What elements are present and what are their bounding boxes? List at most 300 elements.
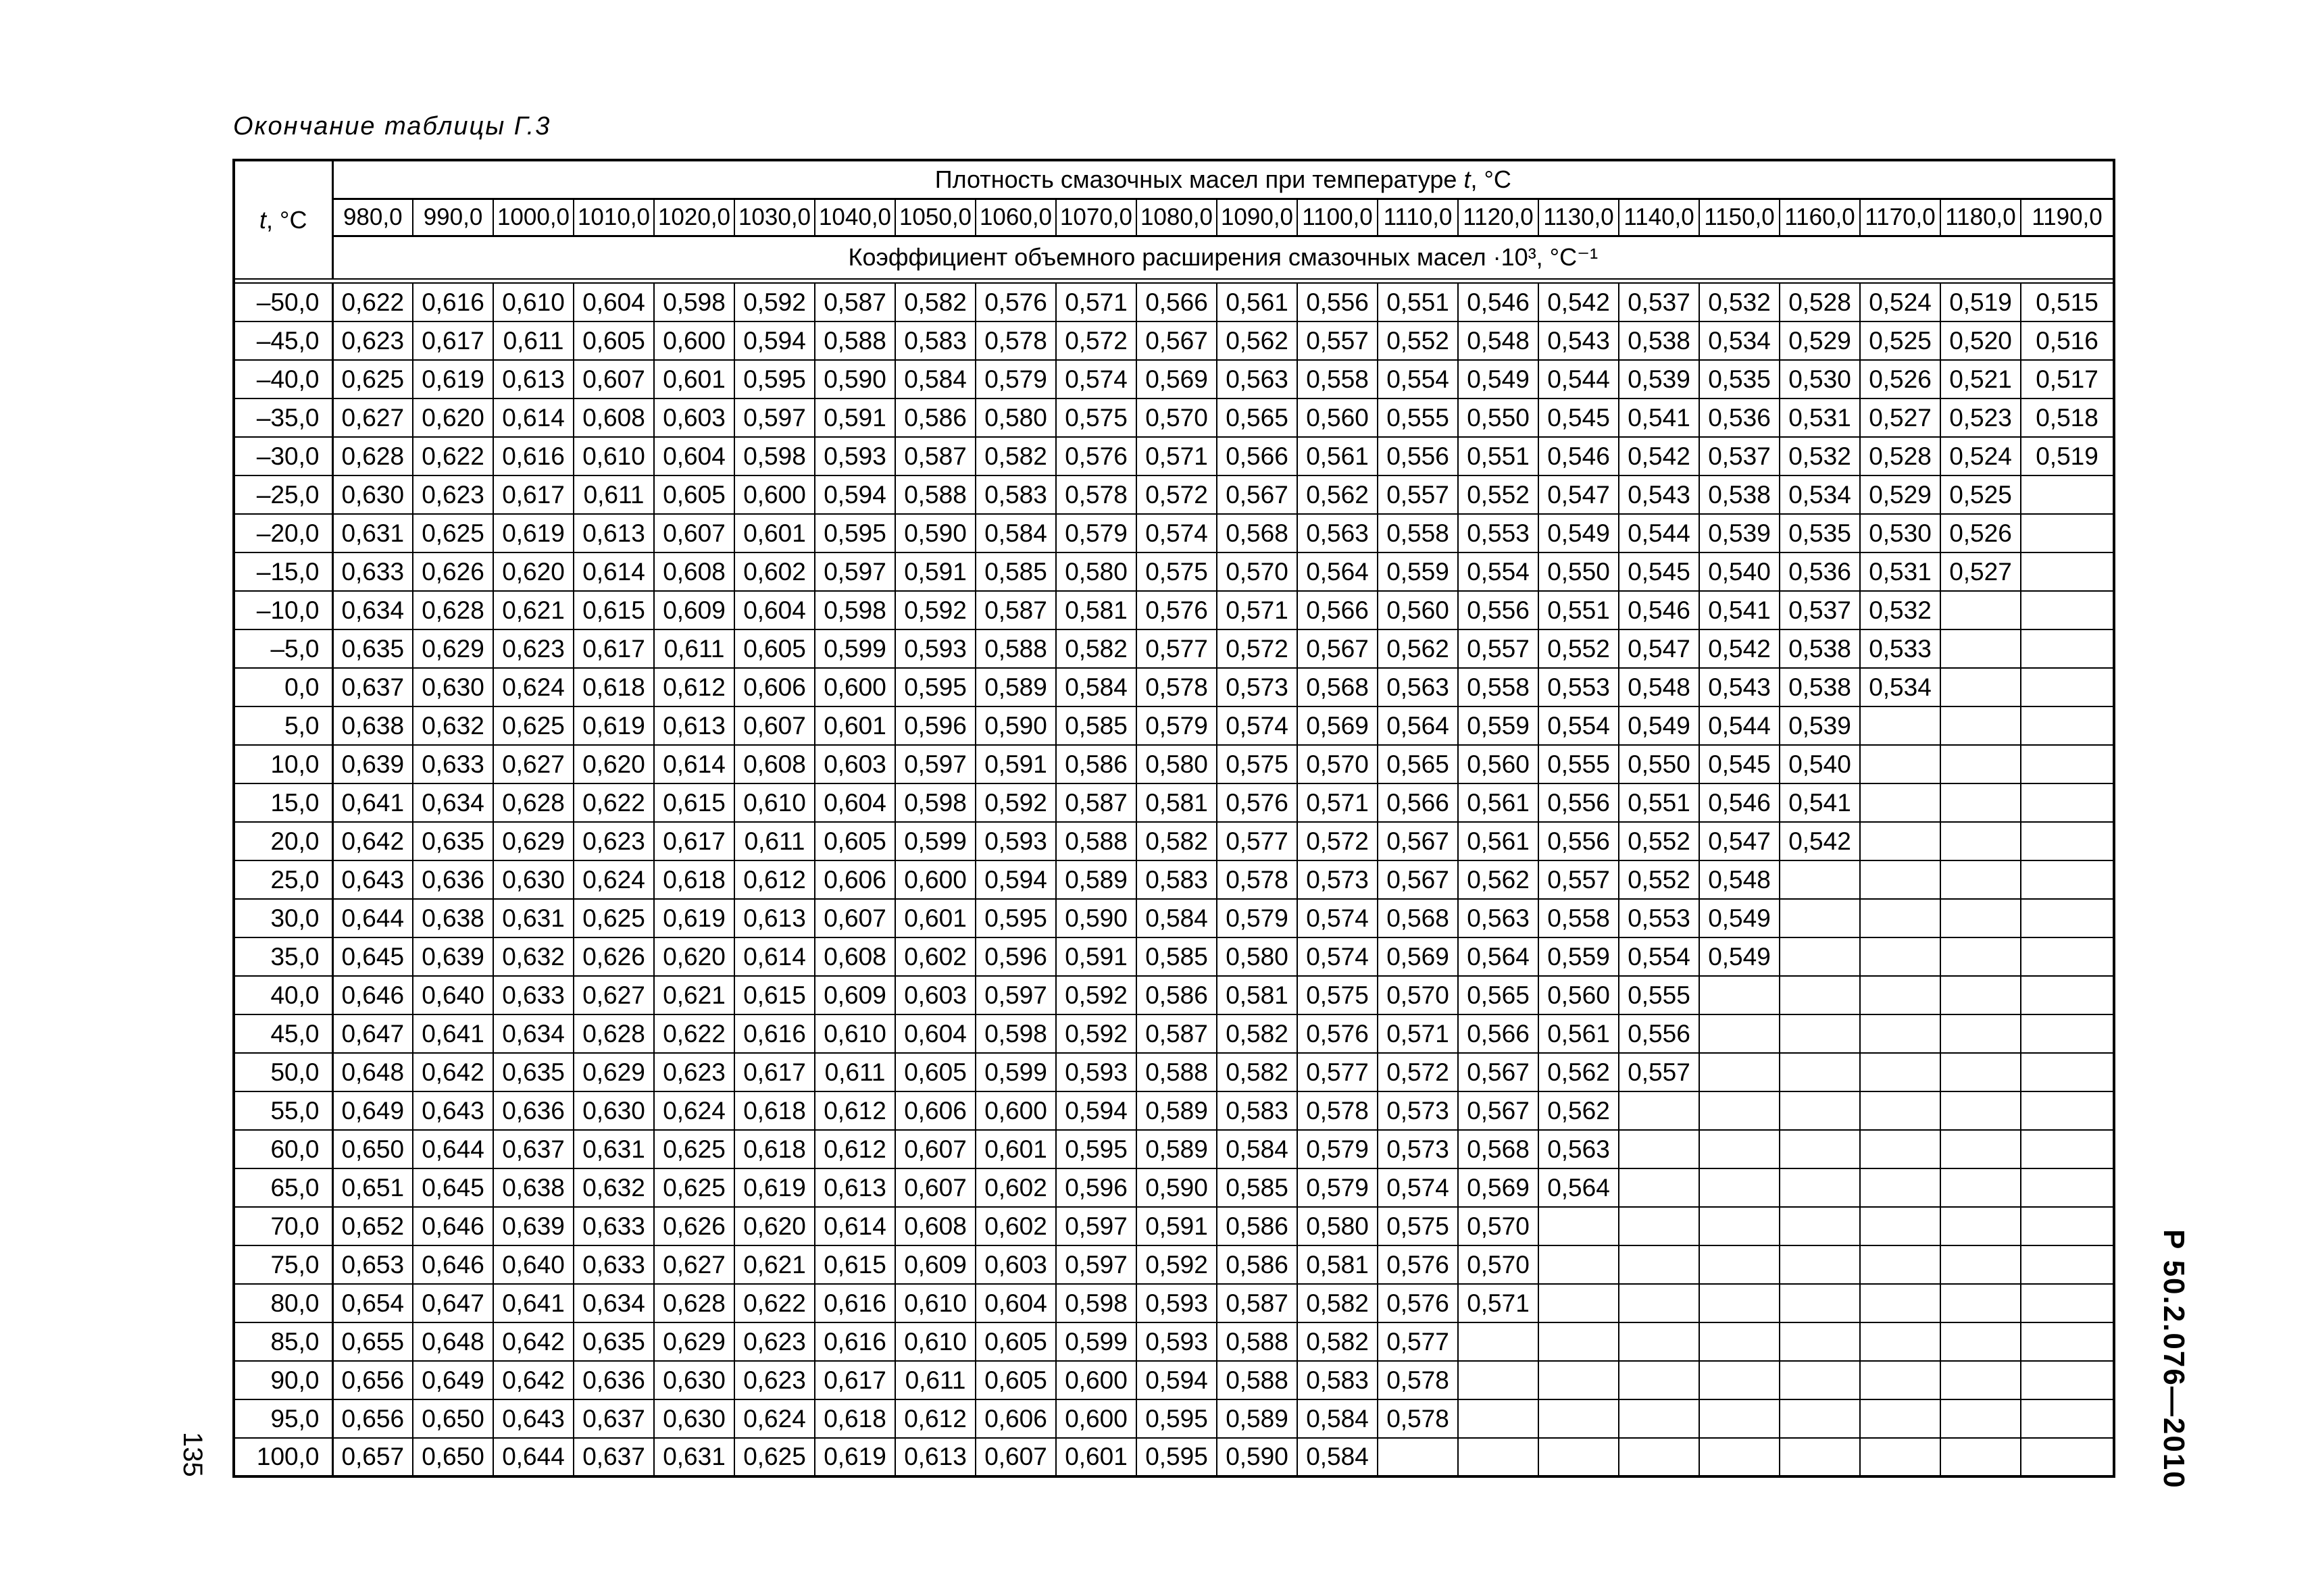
density-cell: 0,566 [1217, 437, 1297, 475]
row-temperature: 75,0 [234, 1245, 332, 1284]
density-table-body [234, 283, 2114, 1476]
density-cell: 0,559 [1538, 937, 1619, 976]
row-temperature: 30,0 [234, 899, 332, 937]
density-cell [1860, 1091, 1940, 1130]
table-row [234, 1399, 2114, 1438]
density-cell: 0,546 [1619, 591, 1699, 629]
density-cell [1619, 1399, 1699, 1438]
table-row [234, 629, 2114, 668]
density-cell: 0,600 [654, 321, 734, 360]
density-cell: 0,643 [493, 1399, 574, 1438]
table-row [234, 1091, 2114, 1130]
density-cell: 0,599 [895, 822, 976, 860]
density-cell: 0,587 [895, 437, 976, 475]
density-cell: 0,631 [332, 514, 413, 552]
density-cell [1780, 1361, 1860, 1399]
density-cell: 0,611 [734, 822, 815, 860]
density-cell: 0,628 [493, 783, 574, 822]
density-cell: 0,569 [1297, 706, 1378, 745]
density-cell [1458, 1322, 1538, 1361]
density-cell: 0,574 [1217, 706, 1297, 745]
density-cell: 0,570 [1378, 976, 1458, 1014]
table-row [234, 1168, 2114, 1207]
density-cell: 0,546 [1538, 437, 1619, 475]
density-cell [2021, 706, 2114, 745]
density-cell: 0,517 [2021, 360, 2114, 398]
density-cell: 0,636 [413, 860, 493, 899]
density-cell: 0,593 [976, 822, 1056, 860]
density-cell: 0,617 [413, 321, 493, 360]
density-cell: 0,556 [1538, 783, 1619, 822]
density-cell [1940, 1168, 2021, 1207]
density-cell: 0,587 [1056, 783, 1136, 822]
density-cell: 0,580 [1297, 1207, 1378, 1245]
table-row [234, 745, 2114, 783]
density-cell [1699, 1207, 1780, 1245]
density-cell: 0,605 [734, 629, 815, 668]
density-cell: 0,630 [654, 1361, 734, 1399]
density-cell: 0,618 [574, 668, 654, 706]
density-cell: 0,565 [1458, 976, 1538, 1014]
density-cell: 0,558 [1538, 899, 1619, 937]
density-cell: 0,561 [1297, 437, 1378, 475]
table-row [234, 552, 2114, 591]
density-cell [2021, 629, 2114, 668]
density-cell: 0,528 [1860, 437, 1940, 475]
density-cell: 0,591 [815, 398, 895, 437]
density-cell [1699, 1284, 1780, 1322]
density-cell: 0,571 [1378, 1014, 1458, 1053]
table-row [234, 706, 2114, 745]
density-cell: 0,644 [493, 1438, 574, 1476]
table-row [234, 1014, 2114, 1053]
column-header: 1050,0 [895, 199, 976, 236]
density-cell: 0,602 [976, 1168, 1056, 1207]
density-cell: 0,525 [1940, 475, 2021, 514]
density-cell: 0,629 [493, 822, 574, 860]
density-cell: 0,565 [1217, 398, 1297, 437]
density-cell: 0,594 [815, 475, 895, 514]
density-cell [1780, 1014, 1860, 1053]
density-cell: 0,538 [1780, 629, 1860, 668]
density-cell: 0,592 [1056, 976, 1136, 1014]
density-cell: 0,628 [574, 1014, 654, 1053]
density-cell [1940, 1053, 2021, 1091]
density-cell [1940, 860, 2021, 899]
density-cell: 0,598 [734, 437, 815, 475]
density-cell: 0,622 [654, 1014, 734, 1053]
density-cell: 0,613 [654, 706, 734, 745]
density-cell [1780, 1053, 1860, 1091]
density-cell: 0,634 [332, 591, 413, 629]
row-temperature: 95,0 [234, 1399, 332, 1438]
coefficient-header: Коэффициент объемного расширения смазочных масел ·10³, °С⁻¹ [332, 236, 2114, 279]
density-cell: 0,576 [1056, 437, 1136, 475]
density-cell: 0,642 [493, 1322, 574, 1361]
density-cell: 0,580 [1056, 552, 1136, 591]
density-cell: 0,554 [1378, 360, 1458, 398]
density-cell [1860, 1322, 1940, 1361]
density-cell: 0,587 [1136, 1014, 1217, 1053]
density-cell: 0,616 [493, 437, 574, 475]
density-cell: 0,556 [1458, 591, 1538, 629]
density-cell: 0,633 [413, 745, 493, 783]
density-cell: 0,548 [1458, 321, 1538, 360]
density-cell: 0,598 [976, 1014, 1056, 1053]
page-number: 135 [178, 1432, 207, 1477]
density-cell: 0,617 [574, 629, 654, 668]
density-cell: 0,608 [895, 1207, 976, 1245]
density-cell: 0,564 [1538, 1168, 1619, 1207]
density-cell [2021, 1322, 2114, 1361]
density-cell: 0,591 [895, 552, 976, 591]
density-cell: 0,552 [1378, 321, 1458, 360]
column-header: 1100,0 [1297, 199, 1378, 236]
density-cell: 0,564 [1378, 706, 1458, 745]
density-cell: 0,577 [1378, 1322, 1458, 1361]
row-temperature: 45,0 [234, 1014, 332, 1053]
column-header: 1180,0 [1940, 199, 2021, 236]
density-cell [1940, 591, 2021, 629]
column-header: 1010,0 [574, 199, 654, 236]
density-cell: 0,583 [1136, 860, 1217, 899]
density-cell: 0,568 [1217, 514, 1297, 552]
density-cell: 0,650 [413, 1399, 493, 1438]
density-cell [1940, 1399, 2021, 1438]
density-cell [2021, 899, 2114, 937]
density-cell: 0,587 [815, 283, 895, 321]
density-cell: 0,617 [654, 822, 734, 860]
density-cell [2021, 668, 2114, 706]
density-cell: 0,632 [493, 937, 574, 976]
density-cell: 0,605 [976, 1361, 1056, 1399]
density-cell: 0,527 [1940, 552, 2021, 591]
table-row [234, 360, 2114, 398]
column-header: 1040,0 [815, 199, 895, 236]
density-cell: 0,605 [976, 1322, 1056, 1361]
column-header: 1110,0 [1378, 199, 1458, 236]
density-cell: 0,542 [1538, 283, 1619, 321]
density-cell: 0,588 [1056, 822, 1136, 860]
density-cell: 0,608 [815, 937, 895, 976]
density-column-values-row [234, 199, 2114, 236]
density-cell [1940, 783, 2021, 822]
density-cell: 0,636 [493, 1091, 574, 1130]
density-cell: 0,593 [895, 629, 976, 668]
density-cell: 0,575 [1136, 552, 1217, 591]
density-cell: 0,562 [1217, 321, 1297, 360]
density-cell: 0,589 [1056, 860, 1136, 899]
column-header: 980,0 [332, 199, 413, 236]
density-cell: 0,606 [976, 1399, 1056, 1438]
density-cell: 0,630 [413, 668, 493, 706]
row-temperature: 20,0 [234, 822, 332, 860]
density-cell [2021, 552, 2114, 591]
table-row [234, 1322, 2114, 1361]
density-cell [1940, 1284, 2021, 1322]
row-temperature: 90,0 [234, 1361, 332, 1399]
density-cell: 0,601 [734, 514, 815, 552]
density-cell: 0,592 [895, 591, 976, 629]
density-cell: 0,595 [1136, 1399, 1217, 1438]
density-cell [2021, 860, 2114, 899]
density-cell [1860, 1438, 1940, 1476]
density-cell: 0,557 [1297, 321, 1378, 360]
density-cell: 0,649 [413, 1361, 493, 1399]
density-cell: 0,558 [1378, 514, 1458, 552]
density-cell: 0,640 [413, 976, 493, 1014]
density-cell: 0,545 [1538, 398, 1619, 437]
density-cell: 0,646 [332, 976, 413, 1014]
density-cell: 0,582 [1297, 1284, 1378, 1322]
density-cell: 0,627 [654, 1245, 734, 1284]
density-cell: 0,638 [493, 1168, 574, 1207]
density-cell: 0,562 [1538, 1091, 1619, 1130]
density-cell: 0,611 [895, 1361, 976, 1399]
column-header: 1150,0 [1699, 199, 1780, 236]
density-cell: 0,515 [2021, 283, 2114, 321]
density-cell: 0,578 [1378, 1361, 1458, 1399]
density-cell: 0,573 [1217, 668, 1297, 706]
density-cell: 0,647 [332, 1014, 413, 1053]
density-cell [1860, 783, 1940, 822]
density-cell [1860, 1168, 1940, 1207]
density-cell: 0,566 [1458, 1014, 1538, 1053]
density-cell [2021, 976, 2114, 1014]
density-cell: 0,576 [1136, 591, 1217, 629]
density-cell: 0,551 [1619, 783, 1699, 822]
density-cell: 0,573 [1378, 1130, 1458, 1168]
density-cell [2021, 475, 2114, 514]
density-cell: 0,556 [1538, 822, 1619, 860]
density-cell: 0,595 [976, 899, 1056, 937]
density-cell: 0,604 [976, 1284, 1056, 1322]
density-cell: 0,603 [654, 398, 734, 437]
density-cell: 0,554 [1458, 552, 1538, 591]
density-cell: 0,580 [1217, 937, 1297, 976]
density-cell: 0,608 [734, 745, 815, 783]
density-cell: 0,637 [493, 1130, 574, 1168]
density-cell: 0,591 [1056, 937, 1136, 976]
density-cell: 0,586 [1217, 1207, 1297, 1245]
density-cell: 0,588 [895, 475, 976, 514]
density-cell: 0,635 [413, 822, 493, 860]
density-cell: 0,604 [734, 591, 815, 629]
density-cell: 0,559 [1378, 552, 1458, 591]
density-cell [1780, 1091, 1860, 1130]
density-cell: 0,636 [574, 1361, 654, 1399]
density-cell: 0,563 [1458, 899, 1538, 937]
density-cell [1860, 1014, 1940, 1053]
density-cell: 0,527 [1860, 398, 1940, 437]
density-cell: 0,582 [976, 437, 1056, 475]
density-cell: 0,583 [1297, 1361, 1378, 1399]
density-cell: 0,646 [413, 1245, 493, 1284]
density-cell: 0,600 [1056, 1361, 1136, 1399]
density-cell: 0,595 [815, 514, 895, 552]
density-cell: 0,606 [734, 668, 815, 706]
density-cell: 0,628 [654, 1284, 734, 1322]
density-cell: 0,572 [1378, 1053, 1458, 1091]
row-temperature: –10,0 [234, 591, 332, 629]
density-cell: 0,614 [654, 745, 734, 783]
density-cell: 0,614 [493, 398, 574, 437]
density-cell: 0,601 [815, 706, 895, 745]
density-cell: 0,523 [1940, 398, 2021, 437]
density-cell: 0,624 [734, 1399, 815, 1438]
density-cell: 0,605 [654, 475, 734, 514]
density-cell: 0,519 [2021, 437, 2114, 475]
density-cell: 0,625 [413, 514, 493, 552]
density-cell [1940, 1322, 2021, 1361]
density-cell: 0,628 [413, 591, 493, 629]
density-cell: 0,566 [1297, 591, 1378, 629]
density-cell: 0,539 [1699, 514, 1780, 552]
density-cell: 0,614 [574, 552, 654, 591]
table-row [234, 1245, 2114, 1284]
table-row [234, 283, 2114, 321]
density-cell: 0,583 [976, 475, 1056, 514]
density-cell: 0,597 [1056, 1207, 1136, 1245]
density-cell: 0,588 [1217, 1322, 1297, 1361]
density-cell: 0,584 [976, 514, 1056, 552]
density-cell: 0,585 [976, 552, 1056, 591]
density-cell: 0,601 [1056, 1438, 1136, 1476]
row-temperature: –50,0 [234, 283, 332, 321]
density-cell: 0,650 [332, 1130, 413, 1168]
density-cell: 0,562 [1538, 1053, 1619, 1091]
density-cell: 0,566 [1136, 283, 1217, 321]
density-cell: 0,577 [1297, 1053, 1378, 1091]
density-cell: 0,635 [493, 1053, 574, 1091]
density-cell [1860, 899, 1940, 937]
density-cell: 0,621 [654, 976, 734, 1014]
density-cell [1699, 1053, 1780, 1091]
density-cell: 0,544 [1538, 360, 1619, 398]
density-cell [1940, 899, 2021, 937]
density-cell: 0,645 [413, 1168, 493, 1207]
density-cell [1860, 822, 1940, 860]
density-cell: 0,552 [1619, 822, 1699, 860]
density-cell: 0,607 [734, 706, 815, 745]
density-cell [2021, 1399, 2114, 1438]
density-cell [1780, 1168, 1860, 1207]
density-cell: 0,615 [654, 783, 734, 822]
density-cell: 0,578 [1056, 475, 1136, 514]
row-temperature: –15,0 [234, 552, 332, 591]
density-cell: 0,556 [1378, 437, 1458, 475]
density-cell [1860, 1361, 1940, 1399]
density-cell: 0,585 [1056, 706, 1136, 745]
density-cell: 0,625 [734, 1438, 815, 1476]
density-cell: 0,543 [1619, 475, 1699, 514]
table-row [234, 937, 2114, 976]
density-cell: 0,644 [332, 899, 413, 937]
density-cell: 0,620 [493, 552, 574, 591]
density-cell: 0,579 [1136, 706, 1217, 745]
density-cell: 0,556 [1619, 1014, 1699, 1053]
density-cell: 0,604 [815, 783, 895, 822]
density-cell [2021, 1130, 2114, 1168]
density-cell: 0,581 [1056, 591, 1136, 629]
density-cell: 0,639 [413, 937, 493, 976]
density-cell: 0,516 [2021, 321, 2114, 360]
t-symbol: t [259, 205, 267, 234]
density-cell: 0,562 [1458, 860, 1538, 899]
density-cell: 0,578 [976, 321, 1056, 360]
density-cell: 0,562 [1297, 475, 1378, 514]
density-cell: 0,584 [1056, 668, 1136, 706]
density-cell: 0,637 [574, 1438, 654, 1476]
density-cell: 0,534 [1780, 475, 1860, 514]
density-cell: 0,531 [1860, 552, 1940, 591]
density-cell: 0,594 [734, 321, 815, 360]
density-cell: 0,573 [1297, 860, 1378, 899]
density-cell: 0,604 [574, 283, 654, 321]
density-cell: 0,625 [493, 706, 574, 745]
column-header: 1080,0 [1136, 199, 1217, 236]
density-cell: 0,614 [734, 937, 815, 976]
density-cell: 0,627 [493, 745, 574, 783]
density-cell: 0,624 [493, 668, 574, 706]
density-cell: 0,622 [332, 283, 413, 321]
density-cell: 0,526 [1860, 360, 1940, 398]
density-cell: 0,540 [1699, 552, 1780, 591]
table-row [234, 1438, 2114, 1476]
density-cell: 0,550 [1538, 552, 1619, 591]
density-cell: 0,641 [493, 1284, 574, 1322]
density-cell: 0,552 [1458, 475, 1538, 514]
density-cell: 0,584 [1217, 1130, 1297, 1168]
density-cell: 0,541 [1780, 783, 1860, 822]
density-cell: 0,525 [1860, 321, 1940, 360]
density-cell: 0,567 [1458, 1091, 1538, 1130]
density-cell: 0,519 [1940, 283, 2021, 321]
row-temperature: –20,0 [234, 514, 332, 552]
t-units: , °С [266, 205, 307, 234]
density-cell: 0,599 [815, 629, 895, 668]
density-cell: 0,603 [815, 745, 895, 783]
density-cell: 0,563 [1217, 360, 1297, 398]
density-cell: 0,613 [574, 514, 654, 552]
density-cell: 0,622 [734, 1284, 815, 1322]
density-cell: 0,584 [1297, 1438, 1378, 1476]
density-cell [1699, 1438, 1780, 1476]
density-cell: 0,535 [1699, 360, 1780, 398]
density-cell: 0,536 [1780, 552, 1860, 591]
density-cell: 0,629 [413, 629, 493, 668]
density-cell [1940, 706, 2021, 745]
density-cell: 0,611 [654, 629, 734, 668]
density-cell: 0,555 [1378, 398, 1458, 437]
density-cell: 0,638 [413, 899, 493, 937]
density-cell: 0,532 [1780, 437, 1860, 475]
density-cell: 0,539 [1780, 706, 1860, 745]
density-cell: 0,562 [1378, 629, 1458, 668]
density-cell: 0,554 [1619, 937, 1699, 976]
density-cell: 0,569 [1378, 937, 1458, 976]
density-cell: 0,579 [1056, 514, 1136, 552]
density-cell: 0,649 [332, 1091, 413, 1130]
density-cell: 0,634 [413, 783, 493, 822]
row-temperature: 50,0 [234, 1053, 332, 1091]
density-cell: 0,643 [413, 1091, 493, 1130]
density-cell: 0,634 [493, 1014, 574, 1053]
density-cell: 0,616 [815, 1284, 895, 1322]
density-cell [1860, 1284, 1940, 1322]
density-cell: 0,596 [1056, 1168, 1136, 1207]
density-cell: 0,572 [1056, 321, 1136, 360]
